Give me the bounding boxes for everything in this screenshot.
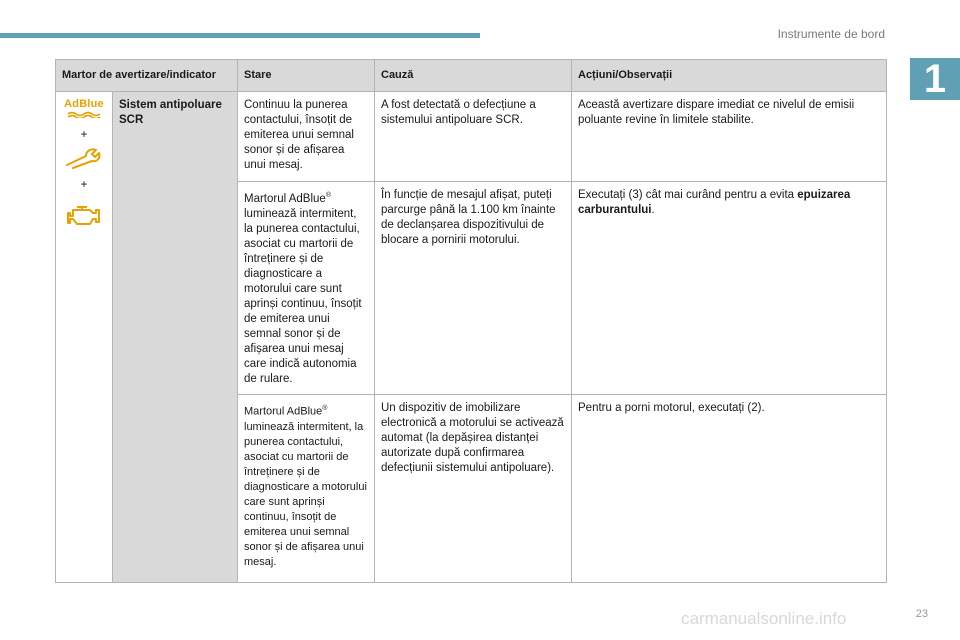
state-cell — [238, 395, 375, 583]
column-header-cause: Cauză — [375, 60, 572, 92]
state-text: Martorul AdBlue — [244, 192, 326, 205]
header-accent-bar — [0, 33, 480, 38]
actions-emphasis: epuizarea carburantului — [578, 189, 851, 216]
cause-cell: Un dispozitiv de imobilizare electronică a motorului se activează automat (la depășirea distanței autorizate după confirmarea defecțiunii sistemului antipoluare). — [375, 395, 572, 583]
column-header-state: Stare — [238, 60, 375, 92]
actions-cell: Această avertizare dispare imediat ce nivelul de emisii poluante revine în limitele stabilite. — [572, 92, 887, 182]
column-header-indicator: Martor de avertizare/indicator — [56, 60, 238, 92]
table-row — [56, 92, 887, 182]
column-header-actions: Acțiuni/Observații — [572, 60, 887, 92]
indicator-icons-cell — [56, 92, 113, 583]
state-text: Martorul AdBlue — [244, 405, 323, 418]
adblue-icon-label: AdBlue — [64, 98, 104, 110]
state-cell — [238, 182, 375, 395]
plus-sign: + — [80, 177, 88, 191]
actions-text: Executați (3) cât mai curând pentru a evita — [578, 189, 798, 201]
warning-lights-table — [55, 59, 887, 583]
table-header-row — [56, 60, 887, 92]
actions-cell: Pentru a porni motorul, executați (2). — [572, 395, 887, 583]
system-name-cell: Sistem antipoluare SCR — [113, 92, 238, 583]
state-text-continued: luminează intermitent, la punerea contactului, asociat cu martorii de întreținere și de diagnosticare a motorului care sunt aprinși continuu, însoțit de emiterea unui semnal sonor și de afișarea unui mesaj care indică autonomia de rulare. — [244, 207, 362, 385]
cause-cell: A fost detectată o defecțiune a sistemului antipoluare SCR. — [375, 92, 572, 182]
plus-sign: + — [80, 127, 88, 141]
page-number: 23 — [915, 608, 928, 620]
state-text-continued: luminează intermitent, la punerea contactului, asociat cu martorii de întreținere și de diagnosticare a motorului care sunt aprinși continuu, însoțit de emiterea unui semnal sonor și de afișarea unui mesaj. — [244, 420, 367, 568]
state-cell: Continuu la punerea contactului, însoțit de emiterea unui semnal sonor și de afișarea unui mesaj. — [238, 92, 375, 182]
engine-icon — [66, 201, 102, 229]
cause-cell: În funcție de mesajul afișat, puteți parcurge până la 1.100 km înainte de declanșarea dispozitivului de blocare a pornirii motorului. — [375, 182, 572, 395]
actions-text-end: . — [651, 204, 655, 216]
registered-mark: ® — [325, 192, 331, 199]
wrench-icon — [64, 147, 104, 169]
actions-cell — [572, 182, 887, 395]
chapter-tab: 1 — [910, 58, 960, 100]
section-title: Instrumente de bord — [777, 27, 885, 41]
watermark: carmanualsonline.info — [681, 609, 847, 628]
registered-mark: ® — [322, 405, 328, 412]
adblue-icon — [64, 98, 104, 118]
